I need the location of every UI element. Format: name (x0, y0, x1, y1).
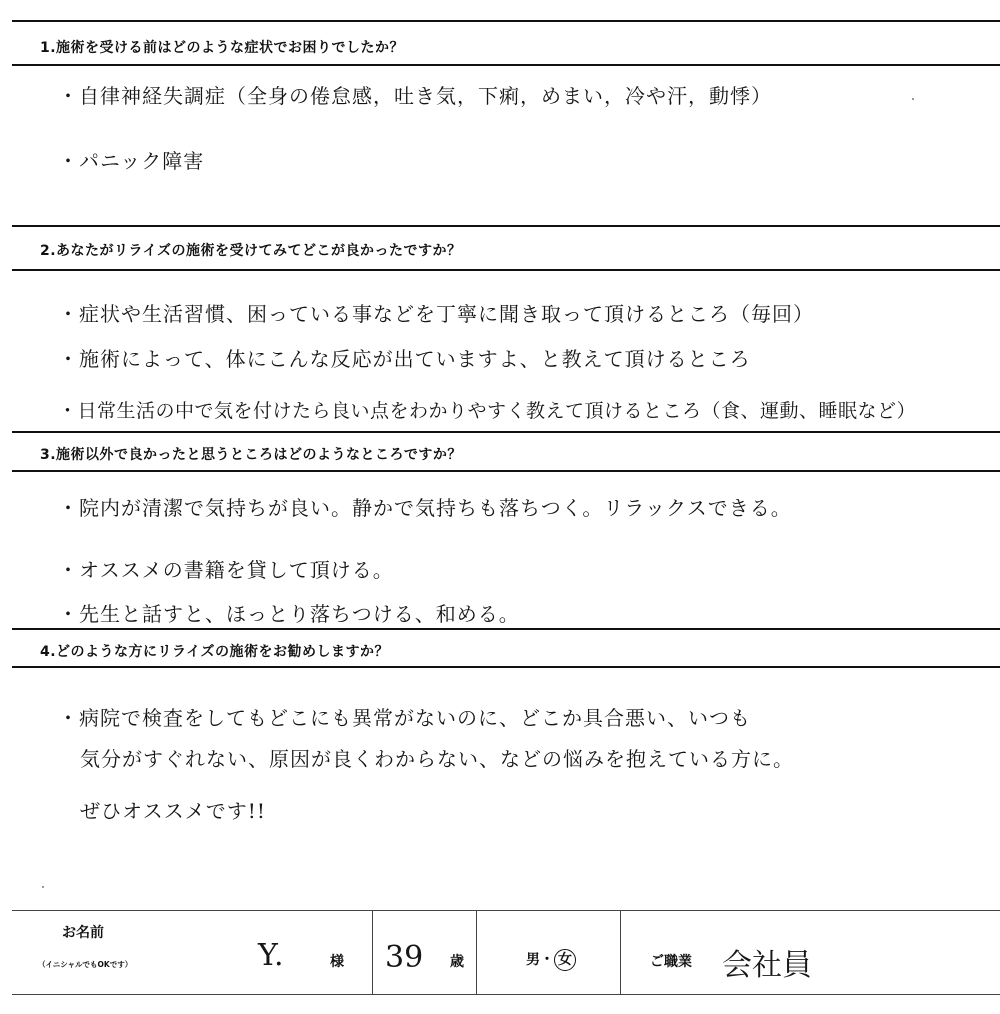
footer-top-rule (12, 910, 1000, 911)
paper-speck (42, 886, 44, 888)
question-3-answer-3: ・先生と話すと、ほっとり落ちつける、和める。 (58, 602, 520, 626)
footer-divider-2 (476, 910, 477, 994)
question-3-rule (12, 470, 1000, 472)
age-value: 39 (385, 940, 424, 975)
sama-label: 様 (330, 954, 344, 970)
name-label: お名前 (62, 925, 104, 941)
question-1-rule (12, 64, 1000, 66)
gender-female-option-circled: 女 (554, 949, 576, 971)
footer-divider-1 (372, 910, 373, 994)
question-4-answer-line-2: 気分がすぐれない、原因が良くわからない、などの悩みを抱えている方に。 (80, 747, 794, 771)
gender-male-option: 男 (526, 952, 540, 968)
section-3-top-rule (12, 431, 1000, 433)
question-4-label: 4.どのような方にリライズの施術をお勧めしますか？ (40, 644, 389, 660)
question-3-label: 3.施術以外で良かったと思うところはどのようなところですか？ (40, 447, 462, 463)
section-2-top-rule (12, 225, 1000, 227)
section-1-top-rule (12, 20, 1000, 22)
question-2-rule (12, 269, 1000, 271)
footer-divider-3 (620, 910, 621, 994)
name-value: Y. (258, 938, 284, 973)
footer-bottom-rule (12, 994, 1000, 995)
section-4-top-rule (12, 628, 1000, 630)
occupation-label: ご職業 (650, 954, 692, 970)
question-4-answer-line-3: ぜひオススメです!! (80, 799, 266, 823)
question-2-answer-2: ・施術によって、体にこんな反応が出ていますよ、と教えて頂けるところ (58, 347, 751, 371)
question-1-label: 1.施術を受ける前はどのような症状でお困りでしたか？ (40, 40, 405, 56)
name-note: （イニシャルでもOKです） (38, 960, 133, 969)
question-1-answer-2: ・パニック障害 (58, 149, 205, 173)
question-4-answer-line-1: ・病院で検査をしてもどこにも異常がないのに、どこか具合悪い、いつも (58, 706, 751, 730)
paper-speck (912, 98, 914, 100)
gender-field (526, 949, 576, 971)
question-2-answer-3: ・日常生活の中で気を付けたら良い点をわかりやすく教えて頂けるところ（食、運動、睡眠など） (58, 400, 917, 422)
question-4-rule (12, 666, 1000, 668)
question-2-label: 2.あなたがリライズの施術を受けてみてどこが良かったですか？ (40, 243, 462, 259)
question-3-answer-1: ・院内が清潔で気持ちが良い。静かで気持ちも落ちつく。リラックスできる。 (58, 496, 792, 520)
gender-separator: ・ (540, 952, 554, 968)
question-2-answer-1: ・症状や生活習慣、困っている事などを丁寧に聞き取って頂けるところ（毎回） (58, 302, 814, 326)
occupation-value: 会社員 (722, 948, 812, 983)
question-1-answer-1: ・自律神経失調症（全身の倦怠感，吐き気，下痢，めまい，冷や汗，動悸） (58, 84, 772, 108)
question-3-answer-2: ・オススメの書籍を貸して頂ける。 (58, 558, 394, 582)
age-label: 歳 (450, 954, 464, 970)
